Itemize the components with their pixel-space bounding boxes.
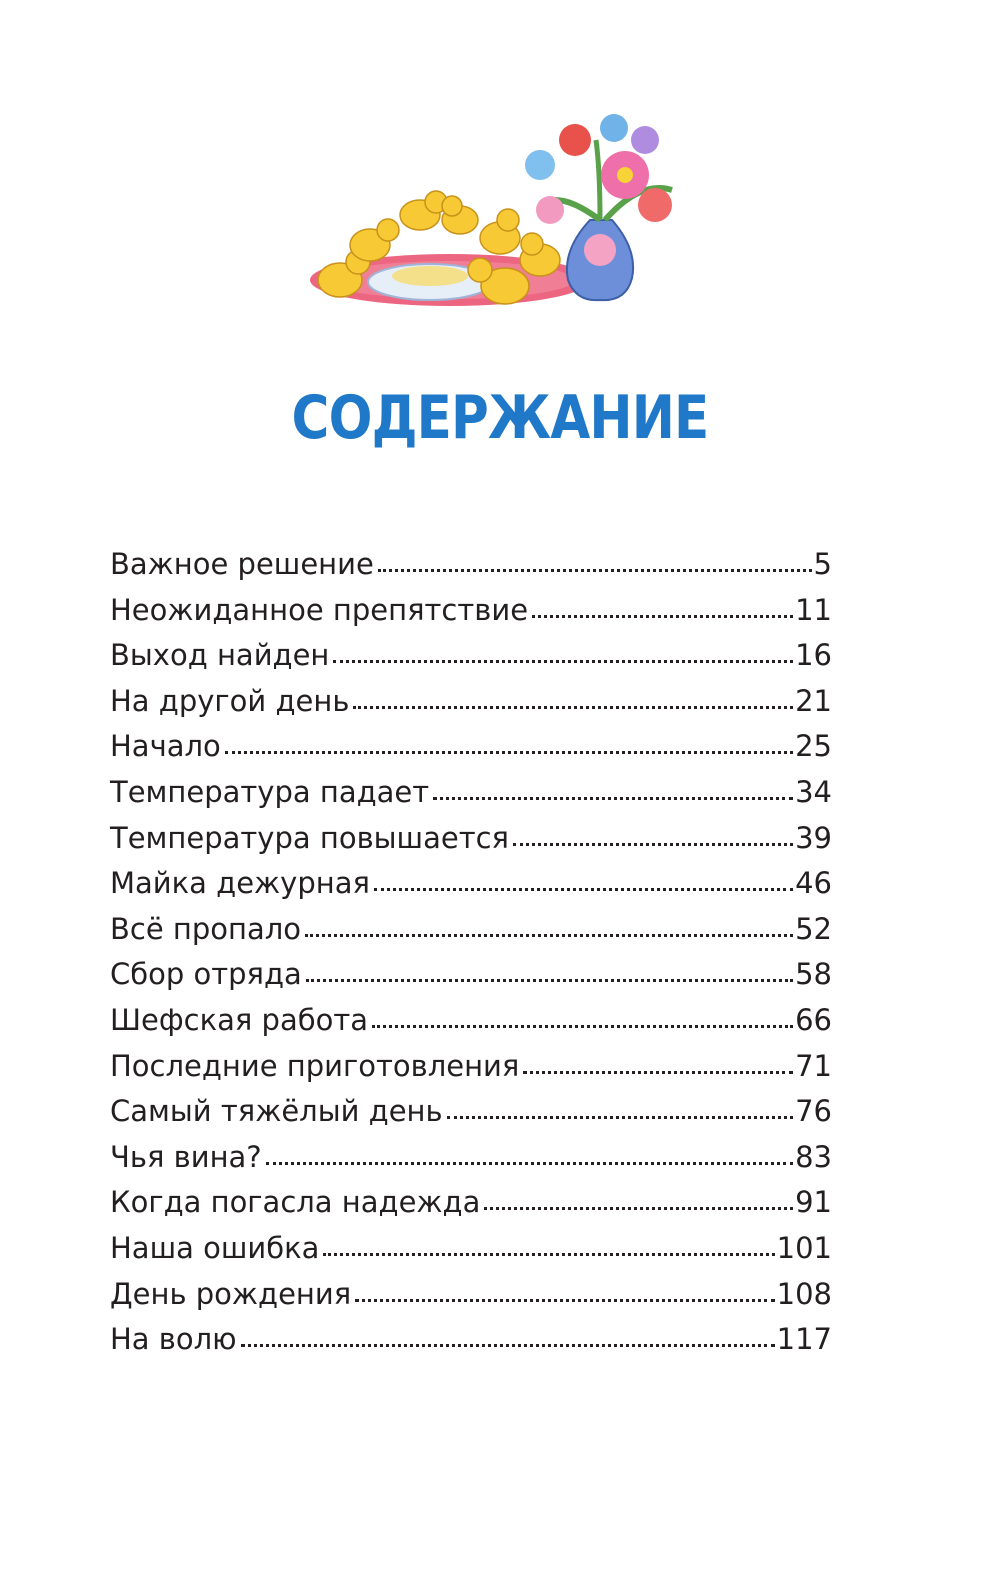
- toc-entry-page-number: 91: [795, 1185, 832, 1220]
- flower-center: [617, 167, 633, 183]
- toc-entry-title: Выход найден: [110, 638, 330, 673]
- toc-entry-page-number: 71: [795, 1048, 832, 1083]
- toc-dot-leader: [305, 934, 793, 937]
- flower-purple: [631, 126, 659, 154]
- toc-entry-page-number: 58: [795, 957, 832, 992]
- toc-entry-title: Майка дежурная: [110, 866, 370, 901]
- toc-entry[interactable]: [110, 998, 832, 1044]
- toc-entry-title: Наша ошибка: [110, 1230, 320, 1265]
- toc-entry[interactable]: [110, 588, 832, 634]
- toc-entry-page-number: 34: [795, 774, 832, 809]
- toc-entry-title: Сбор отряда: [110, 957, 302, 992]
- toc-dot-leader: [447, 1116, 793, 1119]
- chick: [520, 233, 560, 276]
- toc-dot-leader: [355, 1299, 774, 1302]
- toc-entry-title: Последние приготовления: [110, 1048, 520, 1083]
- toc-dot-leader: [353, 706, 793, 709]
- toc-dot-leader: [378, 569, 812, 572]
- toc-entry-page-number: 25: [795, 729, 832, 764]
- toc-entry[interactable]: [110, 1044, 832, 1090]
- toc-entry-page-number: 76: [795, 1094, 832, 1129]
- toc-entry-title: На волю: [110, 1322, 237, 1357]
- toc-entry[interactable]: [110, 1272, 832, 1318]
- toc-entry-page-number: 83: [795, 1139, 832, 1174]
- chick: [350, 219, 399, 261]
- toc-dot-leader: [532, 615, 793, 618]
- toc-entry-page-number: 16: [795, 638, 832, 673]
- toc-dot-leader: [372, 1025, 793, 1028]
- toc-entry-page-number: 5: [813, 547, 832, 581]
- chick: [480, 209, 520, 254]
- toc-dot-leader: [333, 660, 793, 663]
- toc-entry-title: Чья вина?: [110, 1139, 262, 1174]
- flower-pink: [536, 196, 564, 224]
- toc-entry-title: Когда погасла надежда: [110, 1185, 481, 1220]
- toc-entry-title: Важное решение: [110, 547, 374, 581]
- toc-entry[interactable]: [110, 679, 832, 725]
- flower-red: [638, 188, 672, 222]
- toc-entry-title: День рождения: [110, 1276, 352, 1311]
- chick: [400, 191, 447, 230]
- toc-entry-page-number: 101: [776, 1230, 832, 1265]
- toc-entry-page-number: 66: [795, 1002, 832, 1037]
- toc-dot-leader: [241, 1344, 775, 1347]
- toc-entry[interactable]: [110, 542, 832, 588]
- toc-entry[interactable]: [110, 1135, 832, 1181]
- toc-entry-title: Шефская работа: [110, 1002, 369, 1037]
- toc-entry-page-number: 52: [795, 911, 832, 946]
- toc-entry-page-number: 46: [795, 866, 832, 901]
- toc-entry[interactable]: [110, 816, 832, 862]
- toc-entry-page-number: 21: [795, 683, 832, 718]
- toc-dot-leader: [374, 888, 793, 891]
- toc-dot-leader: [484, 1207, 793, 1210]
- toc-entry-title: Неожиданное препятствие: [110, 592, 529, 627]
- chick: [442, 196, 478, 234]
- toc-entry[interactable]: [110, 633, 832, 679]
- toc-entry[interactable]: [110, 770, 832, 816]
- toc-entry-page-number: 11: [795, 592, 832, 627]
- toc-entry-title: Температура повышается: [110, 820, 509, 855]
- chicks-flowers-illustration: [300, 110, 690, 320]
- toc-dot-leader: [523, 1071, 793, 1074]
- toc-entry-title: Самый тяжёлый день: [110, 1094, 443, 1129]
- toc-entry-page-number: 108: [776, 1276, 832, 1311]
- toc-entry[interactable]: [110, 952, 832, 998]
- table-of-contents: [110, 542, 832, 1363]
- toc-entry[interactable]: [110, 1180, 832, 1226]
- flower-pink: [584, 234, 616, 266]
- toc-entry[interactable]: [110, 907, 832, 953]
- toc-dot-leader: [433, 797, 793, 800]
- contents-heading: СОДЕРЖАНИЕ: [291, 383, 709, 453]
- toc-entry-title: На другой день: [110, 683, 350, 718]
- toc-entry[interactable]: [110, 1317, 832, 1363]
- plate-food: [392, 266, 468, 286]
- toc-entry-title: Температура падает: [110, 774, 430, 809]
- toc-entry[interactable]: [110, 724, 832, 770]
- flower-red: [559, 124, 591, 156]
- flower-blue: [525, 150, 555, 180]
- toc-entry[interactable]: [110, 1226, 832, 1272]
- flower-blue: [600, 114, 628, 142]
- toc-dot-leader: [323, 1253, 774, 1256]
- leaf: [596, 140, 600, 220]
- toc-dot-leader: [225, 751, 793, 754]
- toc-entry[interactable]: [110, 1089, 832, 1135]
- toc-entry-page-number: 117: [776, 1322, 832, 1357]
- toc-dot-leader: [513, 843, 793, 846]
- toc-entry-title: Начало: [110, 729, 221, 764]
- toc-dot-leader: [306, 979, 793, 982]
- toc-dot-leader: [266, 1162, 793, 1165]
- toc-entry[interactable]: [110, 861, 832, 907]
- toc-entry-page-number: 39: [795, 820, 832, 855]
- toc-entry-title: Всё пропало: [110, 911, 302, 946]
